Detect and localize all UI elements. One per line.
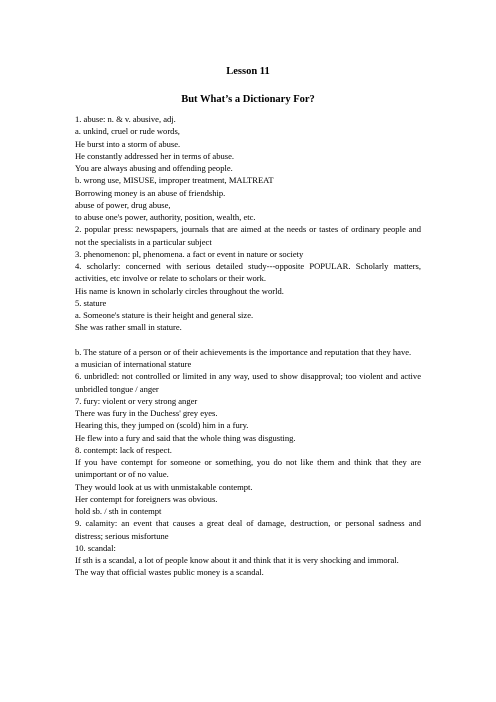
abuse-example: Borrowing money is an abuse of friendship. <box>75 187 226 198</box>
abuse-example: abuse of power, drug abuse, <box>75 199 171 210</box>
blank-line <box>75 334 421 346</box>
fury-example: He flew into a fury and said that the whole thing was disgusting. <box>75 432 296 443</box>
stature-definition-a: a. Someone's stature is their height and general size. <box>75 310 254 320</box>
contempt-example: hold sb. / sth in contempt <box>75 506 162 516</box>
abuse-definition-a: a. unkind, cruel or rude words, <box>75 126 180 137</box>
abuse-example: He burst into a storm of abuse. <box>75 138 181 149</box>
stature-example: a musician of international stature <box>75 359 192 369</box>
entry-fury: 7. fury: violent or very strong anger <box>75 395 198 406</box>
stature-definition-b: b. The stature of a person or of their achievements is the importance and reputation that they have. <box>75 346 412 357</box>
page-title: But What’s a Dictionary For? <box>181 94 315 105</box>
vocabulary-list <box>75 113 421 579</box>
entry-phenomenon: 3. phenomenon: pl, phenomena. a fact or event in nature or society <box>75 248 304 259</box>
fury-example: There was fury in the Duchess' grey eyes. <box>75 408 218 418</box>
entry-scholarly: 4. scholarly: concerned with serious detailed study---opposite POPULAR. Scholarly matters, activities, etc involve or relate to scholars or their work. <box>75 261 421 284</box>
contempt-definition: If you have contempt for someone or something, you do not like them and think that they are unimportant or of no value. <box>75 457 421 480</box>
abuse-example: to abuse one's power, authority, position, wealth, etc. <box>75 212 256 222</box>
scandal-example: The way that official wastes public money is a scandal. <box>75 567 264 578</box>
entry-scandal-heading: 10. scandal: <box>75 542 116 553</box>
entry-popular-press: 2. popular press: newspapers, journals that are aimed at the needs or tastes of ordinary people and not the specialists in a particular subject <box>75 224 421 247</box>
entry-unbridled: 6. unbridled: not controlled or limited in any way, used to show disapproval; too violent and active unbridled tongue / anger <box>75 371 421 394</box>
contempt-example: They would look at us with unmistakable contempt. <box>75 481 253 492</box>
entry-calamity: 9. calamity: an event that causes a great deal of damage, destruction, or personal sadness and distress; serious misfortune <box>75 518 421 541</box>
abuse-example: You are always abusing and offending people. <box>75 163 233 173</box>
scholarly-example: His name is known in scholarly circles throughout the world. <box>75 285 284 296</box>
abuse-example: He constantly addressed her in terms of abuse. <box>75 150 235 161</box>
abuse-definition-b: b. wrong use, MISUSE, improper treatment, MALTREAT <box>75 175 274 186</box>
contempt-example: Her contempt for foreigners was obvious. <box>75 493 218 504</box>
entry-stature-heading: 5. stature <box>75 297 107 308</box>
entry-contempt: 8. contempt: lack of respect. <box>75 444 172 455</box>
fury-example: Hearing this, they jumped on (scold) him in a fury. <box>75 420 249 431</box>
stature-example: She was rather small in stature. <box>75 322 182 333</box>
scandal-definition: If sth is a scandal, a lot of people know about it and think that it is very shocking and immoral. <box>75 555 399 565</box>
entry-abuse-heading: 1. abuse: n. & v. abusive, adj. <box>75 114 176 124</box>
lesson-number: Lesson 11 <box>226 66 270 77</box>
